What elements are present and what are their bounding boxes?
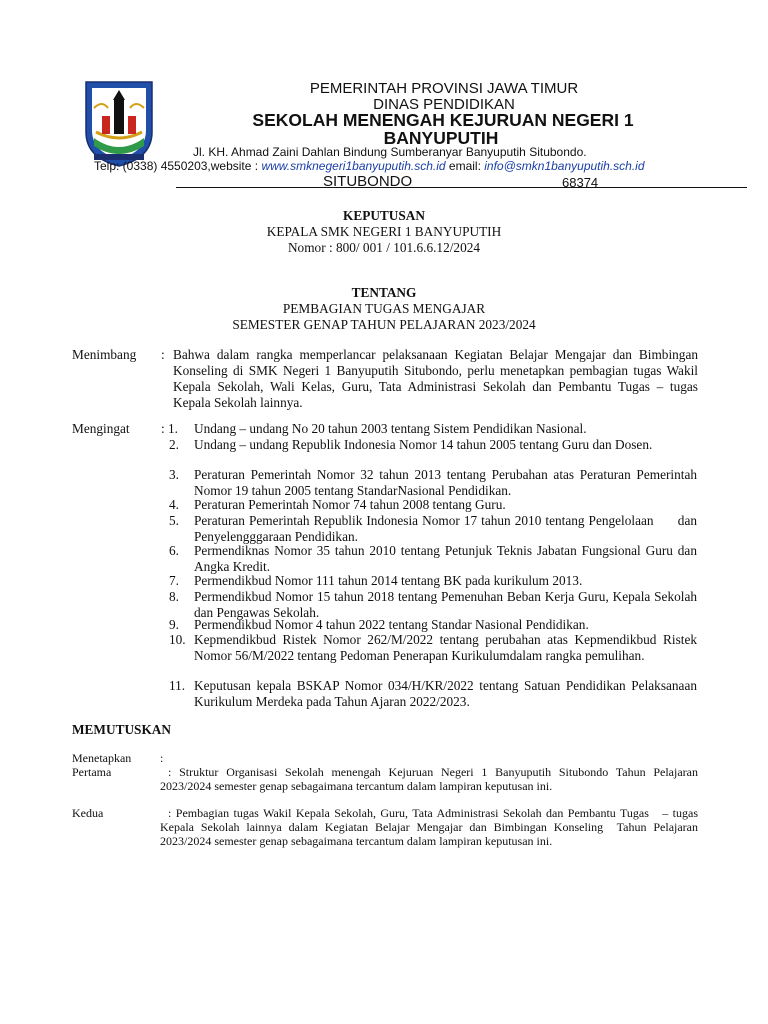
letterhead-divider [176,187,747,188]
list-item [169,632,697,664]
list-item-number: 3. [169,467,179,482]
list-item-text: Undang – undang No 20 tahun 2003 tentang Sistem Pendidikan Nasional. [194,421,587,436]
list-item-text: Permendikbud Nomor 111 tahun 2014 tentang BK pada kurikulum 2013. [194,573,583,588]
email-link[interactable]: info@smkn1banyuputih.sch.id [484,159,645,173]
decision-title: KEPUTUSAN [342,208,425,223]
letterhead-school-location: BANYUPUTIH [383,128,499,148]
email-label: email: [445,159,485,173]
about-heading: TENTANG [351,285,417,300]
list-item [169,573,697,589]
menetapkan-colon: : [160,751,164,765]
list-item-number: 2. [169,437,179,452]
letterhead-city: SITUBONDO [323,173,413,190]
subject-line-2: SEMESTER GENAP TAHUN PELAJARAN 2023/2024 [232,317,536,332]
website-link[interactable]: www.smknegeri1banyuputih.sch.id [261,159,446,173]
letterhead-department: DINAS PENDIDIKAN [373,96,515,113]
subject-line-1: PEMBAGIAN TUGAS MENGAJAR [282,301,486,316]
list-item [161,421,697,437]
list-item [169,543,697,575]
letterhead-government: PEMERINTAH PROVINSI JAWA TIMUR [309,80,579,97]
list-item-number: 7. [169,573,179,588]
list-item [169,467,697,499]
kedua-label: Kedua [72,806,104,820]
list-item-text: Peraturan Pemerintah Republik Indonesia Nomor 17 tahun 2010 tentang Pengelolaan dan Penyelengggaraan Pendidikan. [194,513,701,544]
pertama-text: : Struktur Organisasi Sekolah menengah Kejuruan Negeri 1 Banyuputih Situbondo Tahun Pelajaran 2023/2024 semester genap sebagaimana tercantum dalam lampiran keputusan ini. [160,765,698,793]
list-item-text: Permendiknas Nomor 35 tahun 2010 tentang Petunjuk Teknis Jabatan Fungsional Guru dan Angka Kredit. [194,543,697,574]
list-item-number: 11. [169,678,186,693]
phone-text: Telp: (0338) 4550203,website : [94,159,262,173]
menimbang-text: Bahwa dalam rangka memperlancar pelaksanaan Kegiatan Belajar Mengajar dan Bimbingan Konseling di SMK Negeri 1 Banyuputih Situbondo, perlu menetapkan pembagian tugas Wakil Kepala Sekolah, Wali Kelas, Guru, Tata Administrasi Sekolah dan Pembantu Tugas – tugas Kepala Sekolah lainnya. [173,347,698,410]
decision-issuer: KEPALA SMK NEGERI 1 BANYUPUTIH [266,224,502,239]
letterhead-address: Jl. KH. Ahmad Zaini Dahlan Bindung Sumberanyar Banyuputih Situbondo. [193,145,587,159]
list-item-number: 8. [169,589,179,604]
list-item-text: Keputusan kepala BSKAP Nomor 034/H/KR/2022 tentang Satuan Pendidikan Pelaksanaan Kurikulum Merdeka pada Tahun Ajaran 2022/2023. [194,678,697,709]
list-item [169,497,697,513]
list-item [169,513,701,545]
list-item-number: : 1. [161,421,178,436]
list-item-text: Permendikbud Nomor 15 tahun 2018 tentang Pemenuhan Beban Kerja Guru, Kepala Sekolah dan Pengawas Sekolah. [194,589,697,620]
list-item-text: Permendikbud Nomor 4 tahun 2022 tentang Standar Nasional Pendidikan. [194,617,589,632]
list-item-number: 10. [169,632,186,647]
list-item [169,617,697,633]
list-item-number: 5. [169,513,179,528]
menetapkan-label: Menetapkan [72,751,132,765]
list-item-number: 6. [169,543,179,558]
list-item-text: Kepmendikbud Ristek Nomor 262/M/2022 tentang perubahan atas Kepmendikbud Ristek Nomor 56/M/2022 tentang Pedoman Penerapan Kurikulumdalam rangka pemulihan. [194,632,697,663]
menimbang-label: Menimbang [72,347,137,362]
kedua-text: : Pembagian tugas Wakil Kepala Sekolah, Guru, Tata Administrasi Sekolah dan Pembantu Tugas – tugas Kepala Sekolah lainnya dalam Kegiatan Belajar Mengajar dan Bimbingan Konseling Tahun Pelajaran 2023/2024 semester genap sebagaimana tercantum dalam lampiran keputusan ini. [160,806,701,848]
list-item-text: Peraturan Pemerintah Nomor 74 tahun 2008 tentang Guru. [194,497,506,512]
list-item-number: 9. [169,617,179,632]
list-item-text: Undang – undang Republik Indonesia Nomor 14 tahun 2005 tentang Guru dan Dosen. [194,437,653,452]
letterhead-postal-code: 68374 [562,175,599,190]
mengingat-label: Mengingat [72,421,130,436]
list-item-text: Peraturan Pemerintah Nomor 32 tahun 2013 tentang Perubahan atas Peraturan Pemerintah Nomor 19 tahun 2005 tentang StandarNasional Pendidikan. [194,467,697,498]
memutuskan-heading: MEMUTUSKAN [72,722,171,737]
list-item [169,437,697,453]
decision-number: Nomor : 800/ 001 / 101.6.6.12/2024 [287,240,481,255]
list-item [169,678,697,710]
menimbang-colon: : [161,347,165,362]
list-item-number: 4. [169,497,179,512]
letterhead-school-name: SEKOLAH MENENGAH KEJURUAN NEGERI 1 [252,110,634,130]
pertama-label: Pertama [72,765,112,779]
letterhead-contact [94,159,645,173]
